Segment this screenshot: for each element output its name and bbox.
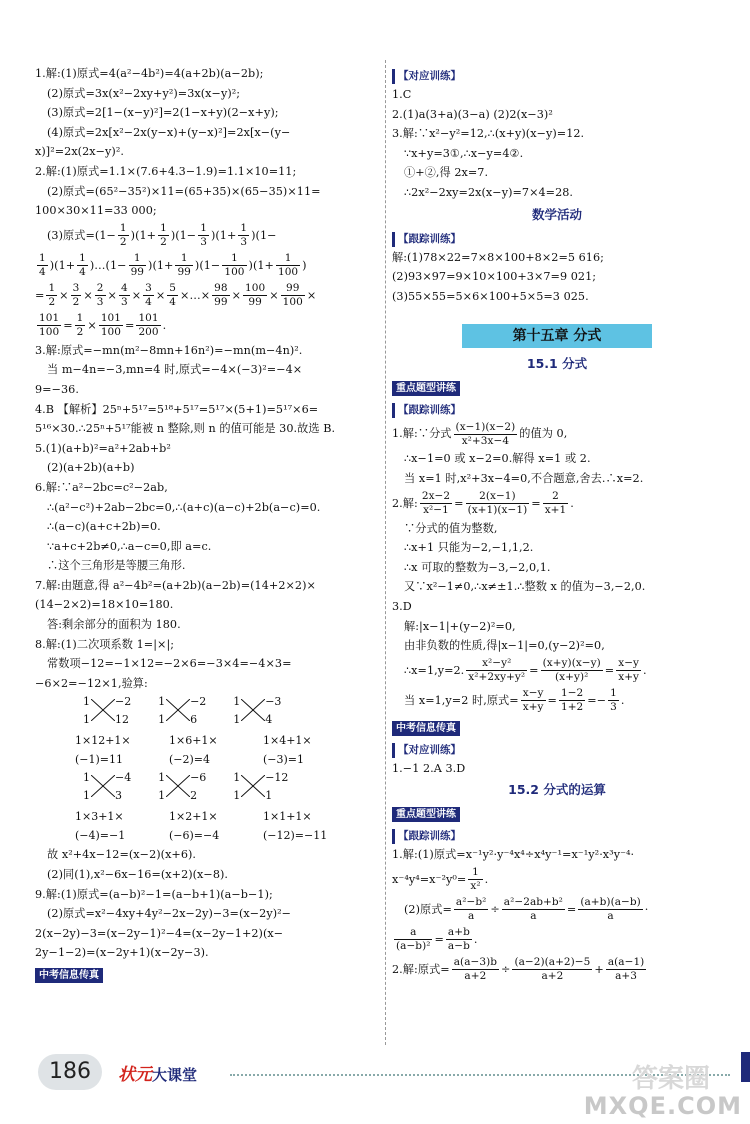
text-line: ∴x+1 只能为−2,−1,1,2.	[404, 541, 534, 555]
text-line: 1.−1 2.A 3.D	[392, 761, 466, 775]
section-title: 数学活动	[531, 206, 582, 222]
text-line: ∵分式的值为整数,	[404, 521, 498, 535]
math-line: 2.解: $\frac{2x-2}{\text{x²−1}}$ = $\frac{2(x-1)}{(x+1)(x-1)}$ = $\frac{2}{x+1}$ .	[392, 490, 574, 517]
text-line: 4.B 【解析】25ⁿ+5¹⁷=5¹⁸+5¹⁷=5¹⁷×(5+1)=5¹⁷×6=	[35, 402, 319, 416]
section-tag: 【对应训练】	[392, 69, 464, 84]
text-line: 当 m−4n=−3,mn=4 时,原式=−4×(−3)²=−4×	[47, 363, 303, 377]
section-tag: 重点题型讲练	[392, 807, 460, 822]
text-line: (4)原式=2x[x²−2x(y−x)+(y−x)²]=2x[x−(y−	[47, 125, 291, 139]
text-line: ①+②,得 2x=7.	[404, 166, 489, 180]
section-tag: 【跟踪训练】	[392, 403, 464, 418]
section-tag: 【跟踪训练】	[392, 829, 464, 844]
math-line: $\frac{1}{4}$ )(1+ $\frac{1}{4}$ )…(1− $\frac{1}{99}$ )(1+ $\frac{1}{99}$ )(1− $\frac{1}{100}$ )(1+ $\frac{1}{100}$ )	[39, 252, 307, 279]
math-line: $\frac{a}{\text{(a−b)²}}$ = $\frac{a+b}{a-b}$ .	[396, 926, 478, 953]
text-line: 3.解:原式=−mn(m²−8mn+16n²)=−mn(m−4n)².	[35, 343, 303, 357]
section-title: 15.1 分式	[526, 356, 588, 372]
text-line: x)]²=2x(2x−y)².	[35, 145, 124, 159]
section-tag: 【对应训练】	[392, 743, 464, 758]
cross-diagram: 1 1 −2 6	[158, 695, 207, 727]
text-line: ∴(a−c)(a+c+2b)=0.	[47, 520, 161, 534]
text-line: 100×30×11=33 000;	[35, 204, 157, 218]
section-tag: 重点题型讲练	[392, 381, 460, 396]
verification-row	[35, 731, 383, 769]
cross-diagram: 1 1 −4 3	[83, 771, 132, 803]
cross-diagram: 1 1 −6 2	[158, 771, 207, 803]
text-line: 答:剩余部分的面积为 180.	[47, 618, 181, 632]
text-line: (3)55×55=5×6×100+5×5=3 025.	[392, 289, 589, 303]
text-line: (2)93×97=9×10×100+3×7=9 021;	[392, 270, 597, 284]
text-line: 由非负数的性质,得|x−1|=0,(y−2)²=0,	[404, 639, 605, 653]
right-column	[392, 64, 722, 985]
watermark-text: MXQE.COM	[583, 1092, 742, 1120]
text-line: 2.(1)a(3+a)(3−a) (2)2(x−3)²	[392, 107, 553, 121]
text-label: (3)原式=	[47, 228, 95, 242]
text-line: 1.C	[392, 88, 412, 101]
section-tag: 中考信息传真	[35, 968, 103, 983]
page-footer	[0, 1052, 750, 1124]
calc-cell: 1×1+1× (−12)=−11	[263, 810, 328, 843]
calc-cell: 1×2+1× (−6)=−4	[169, 810, 220, 843]
text-line: 7.解:由题意,得 a²−4b²=(a+2b)(a−2b)=(14+2×2)×	[35, 578, 316, 592]
calc-cell: 1×6+1× (−2)=4	[169, 734, 218, 767]
section-tag: 中考信息传真	[392, 721, 460, 736]
verification-row	[35, 807, 383, 845]
text-line: 3.解:∵x²−y²=12,∴(x+y)(x−y)=12.	[392, 127, 585, 141]
watermark-logo: 答案圈	[631, 1064, 710, 1094]
text-line: 6.解:∵a²−2bc=c²−2ab,	[35, 480, 168, 494]
calc-cell: 1×4+1× (−3)=1	[263, 734, 312, 767]
text-line: (2)原式=x²−4xy+4y²−2x−2y)−3=(x−2y)²−	[47, 907, 292, 921]
math-line: (2)原式= $\frac{\text{a²−b²}}{a}$ ÷ $\frac{\text{a²−2ab+b²}}{a}$ = $\frac{(a+b)(a-b)}{a}$ ·	[404, 896, 649, 923]
text-line: 8.解:(1)二次项系数 1=|×|;	[35, 637, 175, 651]
text-line: 5¹⁶×30.∴25ⁿ+5¹⁷能被 n 整除,则 n 的值可能是 30.故选 B.	[35, 422, 336, 436]
math-line: 当 x=1,y=2 时,原式= $\frac{x-y}{x+y}$ = $\frac{1-2}{1+2}$ =− $\frac{1}{3}$ .	[404, 687, 625, 714]
text-line: 2(x−2y)−3=(x−2y−1)²−4=(x−2y−1+2)(x−	[35, 926, 284, 940]
text-line: ∵x+y=3①,∴x−y=4②.	[404, 146, 524, 160]
text-line: 5.(1)(a+b)²=a²+2ab+b²	[35, 441, 171, 455]
calc-cell: 1×12+1× (−1)=11	[75, 734, 131, 767]
cross-multiplication-row	[35, 771, 383, 805]
math-line: x⁻⁴y⁴=x⁻²y⁰= $\frac{1}{\text{x²}}$ .	[392, 866, 489, 893]
text-line: (14−2×2)=18×10=180.	[35, 598, 174, 612]
text-line: 2.解:(1)原式=1.1×(7.6+4.3−1.9)=1.1×10=11;	[35, 164, 297, 178]
math-line: 1.解:∵分式 $\frac{(x-1)(x-2)}{\text{x²+3x−4}}$ 的值为 0,	[392, 420, 568, 447]
text-line: 9.解:(1)原式=(a−b)²−1=(a−b+1)(a−b−1);	[35, 887, 273, 901]
text-line: 3.D	[392, 599, 412, 613]
math-line: (3)原式=(1− $\frac{1}{2}$ )(1+ $\frac{1}{2}$ )(1− $\frac{1}{3}$ )(1+ $\frac{1}{3}$ )(1−	[47, 222, 277, 249]
math-line: = $\frac{1}{2}$ × $\frac{3}{2}$ × $\frac{2}{3}$ × $\frac{4}{3}$ × $\frac{3}{4}$ × $\frac{5}{4}$ ×…× $\frac{98}{99}$ × $\frac{100}{99}$ × $\frac{99}{100}$ ×	[35, 282, 317, 309]
calc-cell: 1×3+1× (−4)=−1	[75, 810, 126, 843]
text-line: 常数项−12=−1×12=−2×6=−3×4=−4×3=	[47, 657, 292, 671]
text-line: 解:(1)78×22=7×8×100+8×2=5 616;	[392, 250, 604, 264]
text-line: 解:|x−1|+(y−2)²=0,	[404, 619, 516, 633]
text-line: (2)(a+2b)(a+b)	[47, 461, 135, 475]
text-line: ∴(a²−c²)+2ab−2bc=0,∴(a+c)(a−c)+2b(a−c)=0.	[47, 500, 321, 514]
text-line: 又∵x²−1≠0,∴x≠±1.∴整数 x 的值为−3,−2,0.	[404, 580, 646, 594]
text-line: (2)原式=(65²−35²)×11=(65+35)×(65−35)×11=	[47, 184, 321, 198]
math-line: $\frac{101}{100}$ = $\frac{1}{2}$ × $\frac{101}{100}$ = $\frac{101}{200}$ .	[39, 312, 167, 339]
text-line: ∴x−1=0 或 x−2=0.解得 x=1 或 2.	[404, 452, 591, 466]
cross-diagram: 1 1 −2 12	[83, 695, 132, 727]
text-line: ∴这个三角形是等腰三角形.	[47, 559, 186, 573]
chapter-title: 第十五章 分式	[462, 324, 652, 348]
page-number: 186	[38, 1054, 102, 1090]
cross-diagram: 1 1 −12 1	[233, 771, 289, 803]
text-line: ∴x 可取的整数为−3,−2,0,1.	[404, 560, 551, 574]
math-line: 2.解:原式= $\frac{a(a-3)b}{a+2}$ ÷ $\frac{(a-2)(a+2)-5}{a+2}$ + $\frac{a(a-1)}{a+3}$	[392, 956, 645, 983]
text-line: 9=−36.	[35, 382, 79, 396]
text-line: 故 x²+4x−12=(x−2)(x+6).	[47, 848, 197, 862]
cross-diagram: 1 1 −3 4	[233, 695, 282, 727]
text-line: 1.解:(1)原式=4(a²−4b²)=4(a+2b)(a−2b);	[35, 67, 264, 80]
left-column	[35, 64, 383, 985]
cross-multiplication-row	[35, 695, 383, 729]
text-line: 2y−1−2)=(x−2y+1)(x−2y−3).	[35, 946, 209, 960]
text-line: (3)原式=2[1−(x−y)²]=2(1−x+y)(2−x+y);	[47, 106, 279, 120]
text-line: 当 x=1 时,x²+3x−4=0,不合题意,舍去.∴x=2.	[404, 471, 644, 485]
section-tag: 【跟踪训练】	[392, 232, 464, 247]
text-line: ∵a+c+2b≠0,∴a−c=0,即 a=c.	[47, 539, 212, 553]
column-divider	[385, 60, 386, 1045]
text-line: ∴2x²−2xy=2x(x−y)=7×4=28.	[404, 185, 574, 199]
text-line: 1.解:(1)原式=x⁻¹y²·y⁻⁴x⁴÷x⁴y⁻¹=x⁻¹y²·x³y⁻⁴·	[392, 848, 635, 862]
brand-logo: 状元大课堂	[118, 1065, 198, 1085]
math-line: ∴x=1,y=2. $\frac{\text{x²−y²}}{\text{x²+2xy+y²}}$ = $\frac{(x+y)(x-y)}{\text{(x+y)²}}$ = $\frac{x-y}{x+y}$ .	[404, 657, 647, 684]
text-line: −6×2=−12×1,验算:	[35, 676, 148, 690]
text-line: (2)同(1),x²−6x−16=(x+2)(x−8).	[47, 868, 229, 882]
section-title: 15.2 分式的运算	[508, 782, 606, 798]
text-line: (2)原式=3x(x²−2xy+y²)=3x(x−y)²;	[47, 86, 241, 100]
edge-bar	[741, 1052, 750, 1082]
